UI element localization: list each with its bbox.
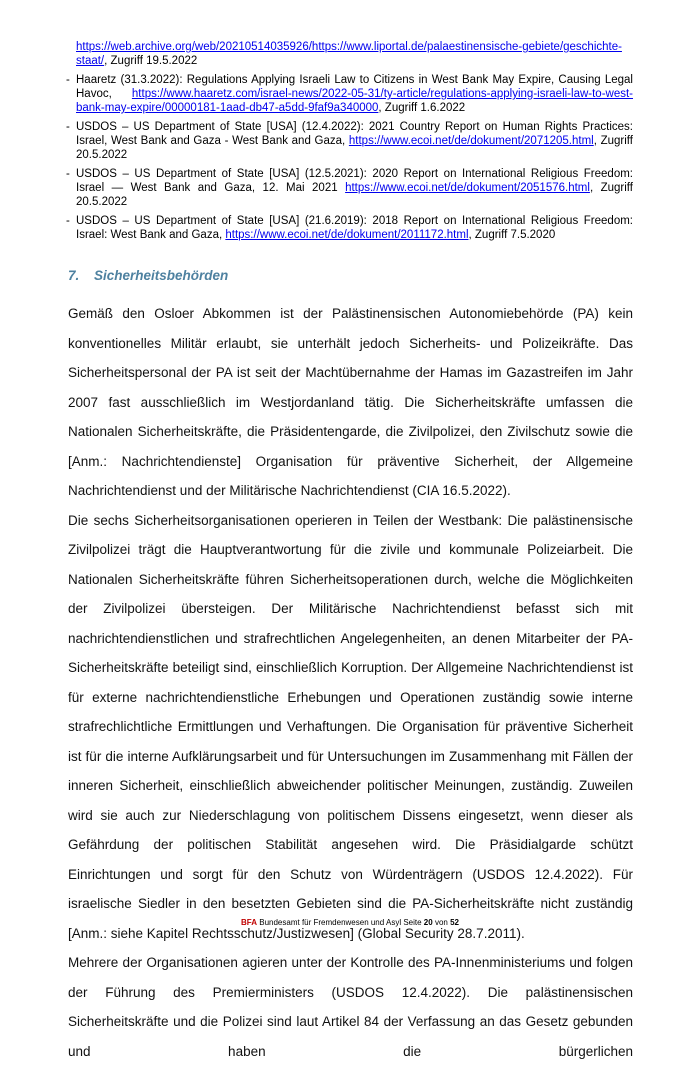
reference-link[interactable]: https://www.haaretz.com/israel-news/2022-05-31/ty-article/regulations-applying-israeli-law-to-west-bank-may-expire/00000181-1aad-db47-a5dd-9faf9a340000: [76, 88, 633, 114]
body-paragraph: Die sechs Sicherheitsorganisationen operieren in Teilen der Westbank: Die palästinensische Zivilpolizei trägt die Hauptverantwortung für die zivile und kommunale Polizeiarbeit. Die Nationalen Sicherheitskräfte führen Sicherheitsoperationen durch, welche die Möglichkeiten der Zivilpolizei übersteigen. Der Militärische Nachrichtendienst befasst sich mit nachrichtendienstlichen und strafrechtlichen Angelegenheiten, an denen Mitarbeiter der PA-Sicherheitskräfte beteiligt sind, einschließlich Korruption. Der Allgemeine Nachrichtendienst ist für externe nachrichtendienstliche Erhebungen und Operationen zuständig sowie interne strafrechlichtliche Ermittlungen und Verhaftungen. Die Organisation für präventive Sicherheit ist für die interne Aufklärungsarbeit und für Untersuchungen im Zusammenhang mit Fällen der inneren Sicherheit, einschließlich abweichender politischer Meinungen, zuständig. Zuweilen wird sie auch zur Niederschlagung von politischem Dissens eingesetzt, wenn dieser als Gefährdung der politischen Stabilität angesehen wird. Die Präsidialgarde schützt Einrichtungen und sorgt für den Schutz von Würdenträgern (USDOS 12.4.2022). Für israelische Siedler in den besetzten Gebieten sind die PA-Sicherheitskräfte nicht zuständig [Anm.: siehe Kapitel Rechtsschutz/Justizwesen] (Global Security 28.7.2011).: [68, 512, 633, 941]
reference-text: , Zugriff 20.5.2022: [76, 182, 633, 208]
reference-item: [68, 167, 633, 209]
body-paragraph: Gemäß den Osloer Abkommen ist der Palästinensischen Autonomiebehörde (PA) kein konventionelles Militär erlaubt, sie unterhält jedoch Sicherheits- und Polizeikräfte. Das Sicherheitspersonal der PA ist seit der Machtübernahme der Hamas im Gazastreifen im Jahr 2007 fast ausschließlich im Westjordanland tätig. Die Sicherheitskräfte umfassen die Nationalen Sicherheitskräfte, die Präsidentengarde, die Zivilpolizei, den Zivilschutz sowie die [Anm.: Nachrichtendienste] Organisation für präventive Sicherheit, der Allgemeine Nachrichtendienst und der Militärische Nachrichtendienst (CIA 16.5.2022).: [68, 306, 633, 498]
reference-list: [68, 40, 633, 242]
reference-text: USDOS – US Department of State [USA] (21.6.2019): 2018 Report on International Religious Freedom: Israel: West Bank and Gaza,: [76, 215, 633, 241]
reference-text: , Zugriff 1.6.2022: [378, 102, 466, 114]
reference-text: , Zugriff 20.5.2022: [76, 135, 633, 161]
reference-link[interactable]: https://www.ecoi.net/de/dokument/2071205.html: [348, 135, 594, 147]
footer-page-number: 20: [423, 918, 433, 927]
reference-link[interactable]: https://www.ecoi.net/de/dokument/2051576.html: [345, 182, 590, 194]
section-number: 7.: [68, 268, 80, 283]
section-title: Sicherheitsbehörden: [94, 268, 229, 283]
reference-text: , Zugriff 19.5.2022: [104, 55, 198, 67]
reference-item: [68, 214, 633, 242]
reference-bullet: -: [66, 168, 70, 180]
footer-von: von: [434, 918, 448, 927]
section-body: [68, 299, 633, 1066]
reference-link[interactable]: https://web.archive.org/web/20210514035926/https://www.liportal.de/palaestinensische-gebiete/geschichte-staat/: [76, 41, 622, 67]
reference-bullet: -: [66, 121, 70, 133]
reference-bullet: -: [66, 74, 70, 86]
reference-text: Haaretz (31.3.2022): Regulations Applying Israeli Law to Citizens in West Bank May Expire, Causing Legal Havoc,: [76, 74, 633, 100]
reference-link[interactable]: https://www.ecoi.net/de/dokument/2011172.html: [225, 229, 469, 241]
reference-text: USDOS – US Department of State [USA] (12.5.2021): 2020 Report on International Religious Freedom: Israel — West Bank and Gaza, 12. Mai 2021: [76, 168, 633, 194]
reference-item: [68, 73, 633, 115]
footer-brand: BFA: [241, 918, 258, 927]
reference-text: USDOS – US Department of State [USA] (12.4.2022): 2021 Country Report on Human Rights Practices: Israel, West Bank and Gaza - West Bank and Gaza,: [76, 121, 633, 147]
reference-item: [68, 40, 633, 68]
body-paragraph: Mehrere der Organisationen agieren unter der Kontrolle des PA-Innenministeriums und folgen der Führung des Premierministers (USDOS 12.4.2022). Die palästinensischen Sicherheitskräfte und die Polizei sind laut Artikel 84 der Verfassung an das Gesetz gebunden und haben die bürgerlichen: [68, 955, 633, 1059]
reference-text: , Zugriff 7.5.2020: [468, 229, 556, 241]
section-heading: [68, 268, 633, 283]
reference-bullet: -: [66, 215, 70, 227]
page-footer: [0, 918, 700, 927]
reference-item: [68, 120, 633, 162]
footer-label: Bundesamt für Fremdenwesen und Asyl Seite: [259, 918, 422, 927]
footer-page-total: 52: [450, 918, 459, 927]
